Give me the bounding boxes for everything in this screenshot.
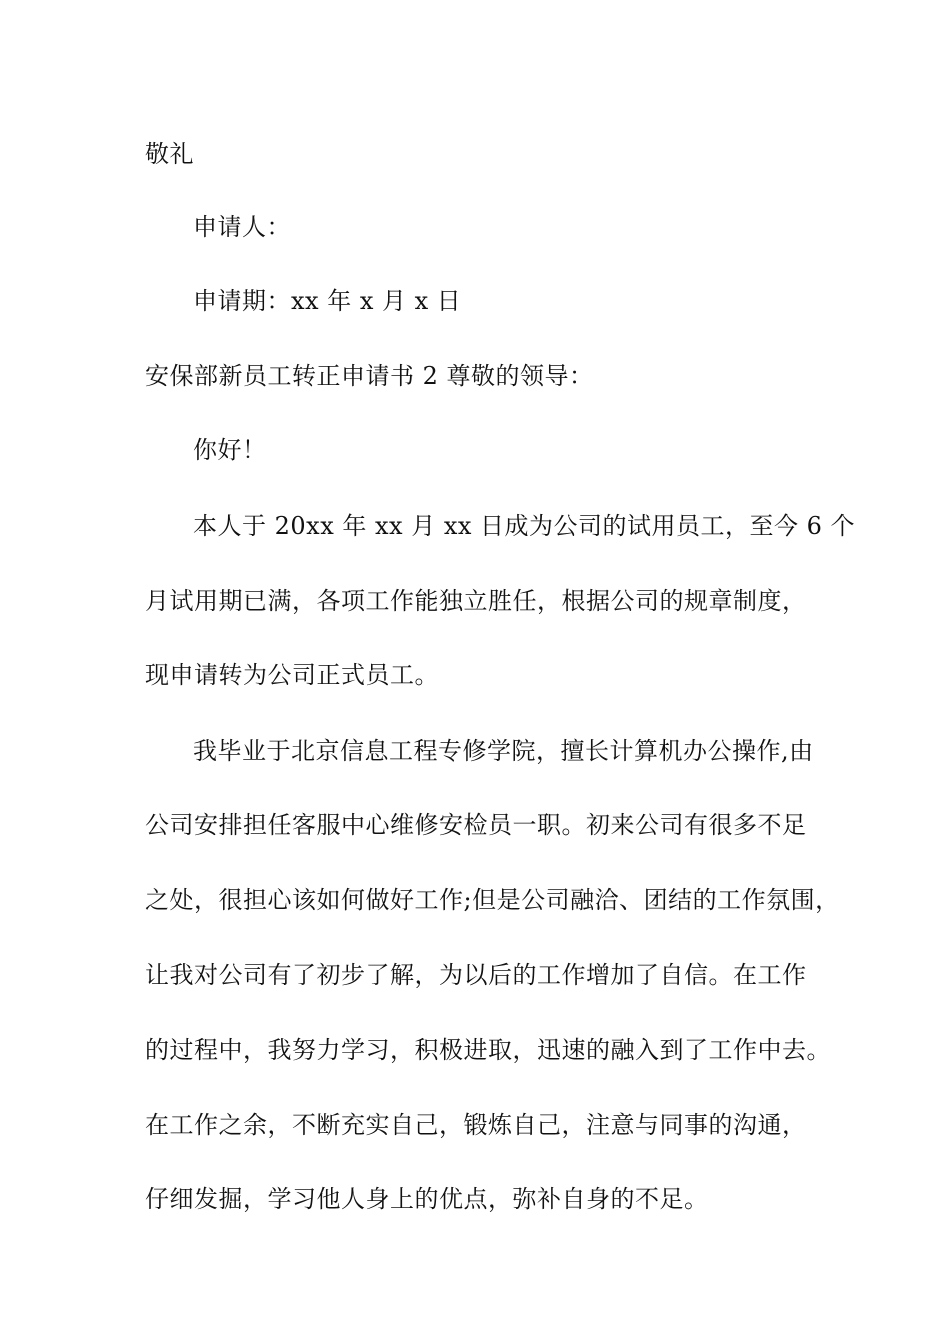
paragraph2-line: 仔细发掘，学习他人身上的优点，弥补自身的不足。 [145, 1185, 709, 1213]
paragraph2-line: 之处，很担心该如何做好工作;但是公司融洽、团结的工作氛围， [145, 886, 840, 914]
paragraph1-line: 本人于 20xx 年 xx 月 xx 日成为公司的试用员工，至今 6 个 [193, 512, 856, 540]
paragraph2-line: 公司安排担任客服中心维修安检员一职。初来公司有很多不足 [145, 811, 807, 839]
paragraph1-line: 月试用期已满，各项工作能独立胜任，根据公司的规章制度， [145, 587, 807, 615]
second-title-line: 安保部新员工转正申请书 2 尊敬的领导： [145, 362, 594, 390]
application-date: 申请期：xx 年 x 月 x 日 [193, 287, 462, 315]
greeting-text: 你好！ [193, 436, 267, 464]
closing-text: 敬礼 [145, 140, 194, 168]
applicant-label: 申请人： [193, 213, 291, 241]
paragraph2-line: 的过程中，我努力学习，积极进取，迅速的融入到了工作中去。 [145, 1036, 831, 1064]
paragraph2-line: 我毕业于北京信息工程专修学院，擅长计算机办公操作,由 [193, 737, 814, 765]
paragraph1-line: 现申请转为公司正式员工。 [145, 661, 439, 689]
paragraph2-line: 让我对公司有了初步了解，为以后的工作增加了自信。在工作 [145, 961, 807, 989]
paragraph2-line: 在工作之余，不断充实自己，锻炼自己，注意与同事的沟通， [145, 1111, 807, 1139]
